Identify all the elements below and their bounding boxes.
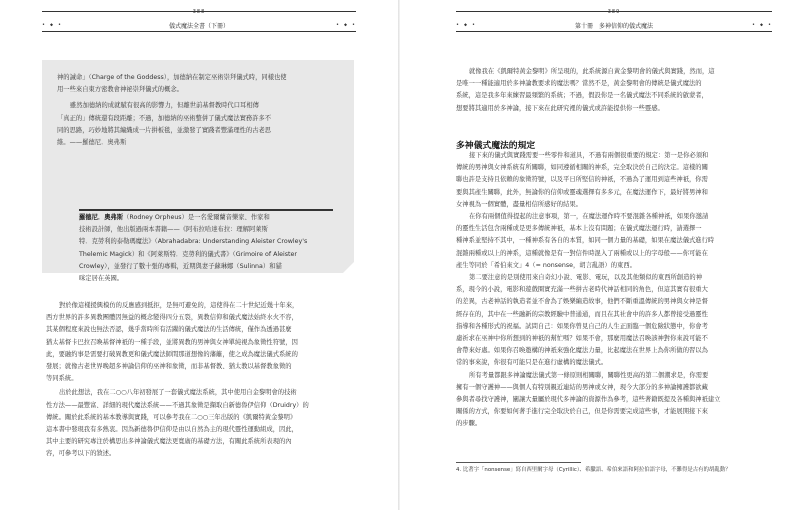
section-line: 傳統的男神與女神系統有所關聯，如同遵循相關的神系，完全取決於自己的決定。這樣的關 xyxy=(456,164,708,172)
left-body-text xyxy=(46,300,352,461)
section-line: 的靈性生活包含兩種或是更多傳統神祇，基本上沒有問題；在儀式魔法運行時，請選擇一 xyxy=(456,225,702,233)
body-line: 傳統。關於此系統的基本教導與實踐，可以參考我在二○○三年出版的《凱爾特黃金黎明》 xyxy=(46,413,297,421)
body-line: 西方世界的許多異教團體因無益的概念變得四分五裂，異教信仰和儀式魔法始終水火不容， xyxy=(46,314,298,322)
page-number: 388 xyxy=(192,9,206,15)
quote-box xyxy=(42,60,354,283)
section-line: 指導和各種形式的祝福。試問自己：如果你曾見自己的人生正面臨一個危險狀態中，你會考 xyxy=(456,322,708,330)
body-line: 性方法——最豐富、詳細的現代魔法系統——不過其象徵是擷取自新德魯伊信仰（Druidry）的 xyxy=(46,401,309,409)
page-number: 389 xyxy=(607,9,621,15)
section-line: 聯也許是支持且依賴的象徵符號，以及平日所堅信的神祇，不過為了運用到這些神祇，你需 xyxy=(456,176,708,184)
section-line: 要與其產生關聯，此外，無論你的信仰或靈魂選擇有多多元，在魔法運作下，最好將男神和 xyxy=(456,188,708,196)
intro-line: 就像我在《凱爾特黃金黎明》所呈現的，此系統源自黃金黎明會的儀式與實踐，然而，這 xyxy=(469,68,715,75)
left-header xyxy=(42,11,356,39)
bio-line: 特．克勞利的泰勒瑪魔法》（Abrahadabra: Understanding Aleister Crowley's xyxy=(79,238,308,246)
left-page xyxy=(0,0,399,510)
body-line: 出於此想法，我在二○○八年初發展了一套儀式魔法系統，其中使用自金黎明會的技術 xyxy=(59,389,297,397)
section-line: 系，現今的小說，電影和遊戲圈實充滿一些拼古老時代神話相同的角色，但這其實有很重大 xyxy=(456,286,708,294)
right-header xyxy=(456,11,772,39)
section-line: 慮祈求在巫神中你所想到的神祇的幫忙嗎？如果不會，那麼用魔法召喚該神對你來說可能不 xyxy=(456,335,708,343)
section-line: 混雜兩種或以上的神系，這種就像是有一對信件時混入了兩種或以上的字母般——你可能在 xyxy=(456,249,708,257)
body-line: 其中主要的研究專注於構思出多神論儀式魔法更寬廣的基礎方法，有關此系統所表現的內 xyxy=(46,438,292,446)
quote-line: 神的誡命」（Charge of the Goddess），加德納在制定巫術崇拜儀式時，同樣也使 xyxy=(57,74,287,81)
section-line: 產生等同於「希伯來文」4（= nonsense，胡言亂語）的東西。 xyxy=(456,261,636,269)
section-line: 擁有一個守護神——與個人有特別親近連結的男神或女神，現今大部分的多神論擁護都欲藏 xyxy=(456,383,708,391)
quote-attribution: 維。——羅德尼．奧弗斯 xyxy=(57,139,127,147)
right-page xyxy=(400,0,799,510)
section-line: 在你有兩個值得提起的注意事項，第一，在魔法運作時不要混雜各種神祇，如果你邀請 xyxy=(469,213,709,221)
section-line: 所有考量都跟多神論魔法儀式第一條原則相關聯，關聯性更高的第二個潮求是，你需要 xyxy=(469,371,709,379)
section-line: 會帶來好處。如果你召喚邀構的神祇來強化魔法力量，比起魔法在世界上為你所做的習以為 xyxy=(456,347,708,355)
quote-line: 用一些來自東方密教會神祕崇拜儀式的概念。 xyxy=(57,86,183,94)
right-section-text xyxy=(456,150,772,431)
section-line: 的步驟。 xyxy=(456,420,482,428)
section-heading: 多神儀式魔法的規定 xyxy=(456,141,536,151)
bio-divider xyxy=(79,209,333,211)
quote-line: 「真正的」傳統還有段距離；不過，加德納的巫術整併了儀式魔法實務許多不 xyxy=(57,114,272,122)
section-line: 種神系並堅持不其中，一種神系有各自的本質，如同一個力量的基礎，如果在魔法儀式進行時 xyxy=(456,237,715,245)
section-line: 參與者尋找守護神，闡讓大量屬於現代多神論的資源作為參考，這些著籍既提及各種與神祇建立 xyxy=(456,396,721,404)
body-line: 這本書中發現我有多熱衷。因為新德魯伊信仰是由以自然為主的現代靈性運動組成，因此， xyxy=(46,426,298,434)
body-line: 等同系統。 xyxy=(46,375,78,383)
section-line: 女神視為一個實體，盡量相信所感好的結果。 xyxy=(456,200,582,208)
header-ornament-right: • ◆ • xyxy=(335,22,356,28)
bio-line: Thelemic Magick）和《阿萊斯特．克勞利的儀式書》（Grimoire of Aleister xyxy=(79,250,297,258)
body-line: 其某個程度來說也無法否認，幾乎當時所有活躍的儀式魔法的生活傳統，僅作為透過甚麼 xyxy=(46,326,292,334)
intro-line: 想要將其適用於多神論，接下來在此研究裡的儀式或許能提供你一些靈感。 xyxy=(456,104,664,112)
section-line: 經存在的，其中在一些融新的宗教經驗中普通通，而且在其社會中的許多人都曾接受過靈性 xyxy=(456,310,708,318)
header-ornament-left: • ◆ • xyxy=(42,22,63,28)
header-rule-bottom xyxy=(42,31,356,32)
section-line: 第二要注意的是別使用來自奇幻小說、電影、電玩，以及其他類似的東西所創造的神 xyxy=(469,274,702,282)
running-title: 第十冊 多神信仰的儀式魔法 xyxy=(574,23,653,30)
footnote: 4. 比著字「nonsense」寫自西里爾字母（Cyrillic）、希臘語、希伯來語和阿拉伯語字母，不難得是古有的胡亂動？ xyxy=(456,467,731,473)
quote-line: 雖然加德納的成就賦有很高的影響力，但離世前基督教時代口耳相傳 xyxy=(70,102,259,110)
body-line: 發展；就像古老世界晚超多神論信仰的巫神和象徵，而非基督教、猶太教以基督教象徵的 xyxy=(46,363,292,371)
header-rule-bottom xyxy=(456,31,772,32)
section-line: 常的事來說，你很有可能只是在進行虛構的魔法儀式。 xyxy=(456,359,608,367)
section-line: 的差異，古老神話的執造者並不會為了娛樂編造故事，他們不斷重溫傳統的男神與女神是督 xyxy=(456,298,708,306)
body-line: 容，可參考以下的敘述。 xyxy=(46,450,116,458)
bio-line: 咪定居在英國。 xyxy=(79,275,124,283)
footnote-rule xyxy=(456,462,581,463)
author-bio xyxy=(79,212,333,285)
quote-line: 同的思路，巧妙地將其編織成一片拼板毯，並激發了實踐者豐滿理性的古老思 xyxy=(57,126,272,134)
bio-line: （Rodney Orpheus）是一名愛爾蘭音樂家、作家和 xyxy=(123,214,270,221)
box-corner-cut xyxy=(343,262,354,273)
bio-name: 羅德尼．奧弗斯 xyxy=(79,214,124,221)
section-line: 關係的方式，你要如何著手進行完全取決於自己，但是你需要完成這些事，才能展開接下來 xyxy=(456,408,708,416)
body-line: 猶太基督卡巴拉召喚基督神祇的一種手段，並將異教的男神與女神單純視為象徵性符號，因 xyxy=(46,338,298,346)
bio-line: 技術設計師，他出版過兩本書籍——《阿布拉哈達布拉：理解阿萊斯 xyxy=(79,226,268,234)
right-intro-text xyxy=(456,66,772,115)
intro-line: 系統，這是我多年來練習最頻繁的系統；不過，假設你是一名儀式魔法不同系統的啟蒙者， xyxy=(456,92,708,100)
body-line: 對於像這樣援興模仿的反應感到抵拒，是無可避免的，這使得在二十世紀近幾十年來， xyxy=(59,302,299,309)
body-line: 此，要融約事是需要打破異教更和儀式魔法師間那道想像的藩籬，使之成為魔法儀式系統的 xyxy=(46,350,298,358)
section-line: 接下來的儀式與實踐需要一些零件和道具，不過有兩個很重要的規定：第一是你必須和 xyxy=(469,152,709,159)
header-ornament-left: • ◆ • xyxy=(456,22,477,28)
running-title: 儀式魔法全書（下冊） xyxy=(168,23,229,30)
intro-line: 是唯一一種能適用於多神論教要求的魔法嗎？當然不是，黃金黎明會的傳統是儀式魔法的 xyxy=(456,80,702,88)
quote-box-text xyxy=(57,72,340,149)
bio-line: Crowley），並發行了數十張的專輯，近期與妻子蘇琳娜（Sulinna）和貓 xyxy=(79,262,282,270)
header-ornament-right: • ◆ • xyxy=(751,22,772,28)
